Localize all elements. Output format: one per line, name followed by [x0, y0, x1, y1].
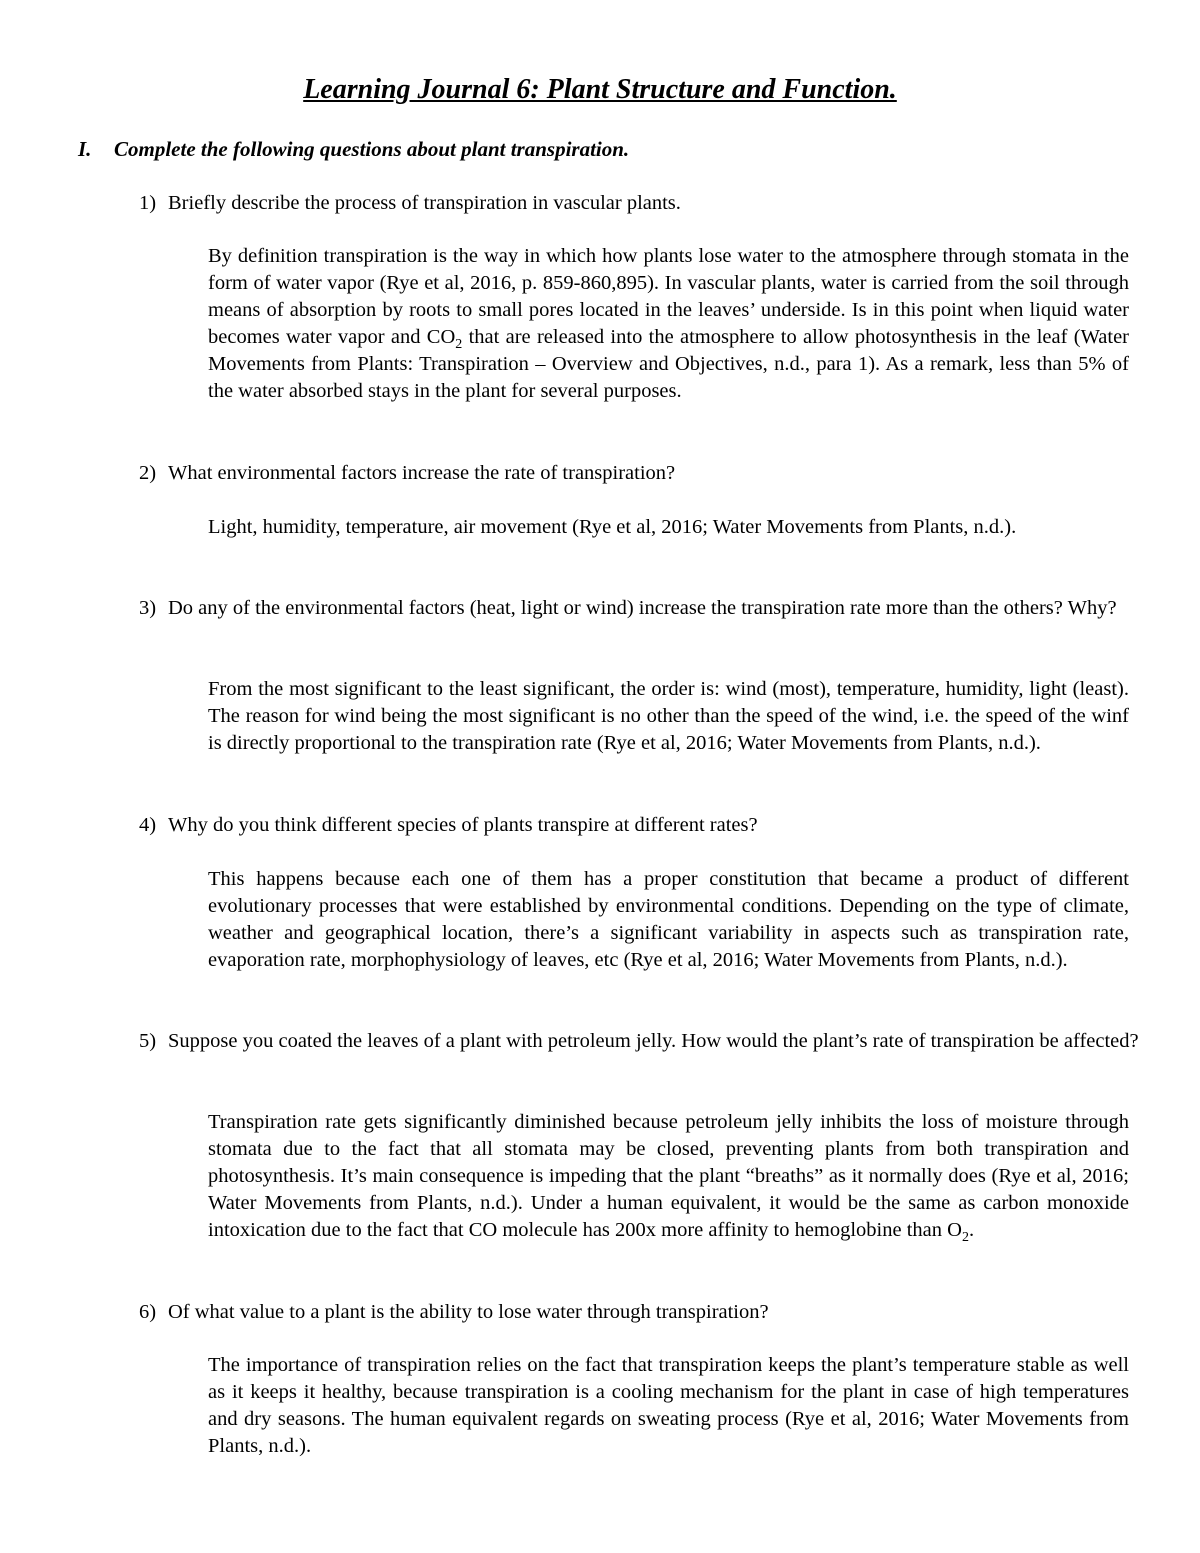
question-1	[139, 190, 1139, 217]
answer-5	[208, 1109, 1129, 1244]
subscript: 2	[961, 1230, 969, 1246]
question-number: 1)	[139, 192, 157, 214]
question-4	[139, 812, 1139, 839]
question-6	[139, 1299, 1139, 1326]
question-text: Do any of the environmental factors (heat, light or wind) increase the transpiration rate more than the others? Why?	[168, 597, 1117, 619]
question-text: Of what value to a plant is the ability to lose water through transpiration?	[168, 1301, 769, 1323]
answer-text-continued: .	[968, 1219, 975, 1241]
page-title: Learning Journal 6: Plant Structure and Function.	[303, 74, 897, 105]
question-text: Why do you think different species of plants transpire at different rates?	[168, 814, 758, 836]
question-3	[139, 595, 1139, 622]
question-number: 6)	[139, 1301, 157, 1323]
question-number: 4)	[139, 814, 157, 836]
answer-text: By definition transpiration is the way in which how plants lose water to the atmosphere through stomata in the form of water vapor (Rye et al, 2016, p. 859-860,895). In vascular plants, water is carried from the soil through means of absorption by roots to small pores located in the leaves’ underside. Is in this point when liquid water becomes water vapor and CO	[208, 245, 1129, 348]
question-text: Briefly describe the process of transpiration in vascular plants.	[168, 192, 681, 214]
question-text: Suppose you coated the leaves of a plant with petroleum jelly. How would the plant’s rate of transpiration be affected?	[168, 1030, 1139, 1052]
answer-1	[208, 243, 1129, 405]
section-number: I.	[78, 137, 92, 161]
section-heading-text: Complete the following questions about plant transpiration.	[114, 137, 630, 161]
question-text: What environmental factors increase the rate of transpiration?	[168, 462, 676, 484]
answer-text-continued: that are released into the atmosphere to allow photosynthesis in the leaf (Water Movements from Plants: Transpiration – Overview and Objectives, n.d., para 1). As a remark, less than 5% of the water absorbed stays in the plant for several purposes.	[208, 326, 1130, 402]
answer-2: Light, humidity, temperature, air movement (Rye et al, 2016; Water Movements from Plants, n.d.).	[208, 516, 1017, 538]
answer-3: From the most significant to the least significant, the order is: wind (most), temperature, humidity, light (least). The reason for wind being the most significant is no other than the speed of the wind, i.e. the speed of the winf is directly proportional to the transpiration rate (Rye et al, 2016; Water Movements from Plants, n.d.).	[208, 678, 1129, 754]
question-2	[139, 460, 1139, 487]
answer-6: The importance of transpiration relies on the fact that transpiration keeps the plant’s temperature stable as well as it keeps it healthy, because transpiration is a cooling mechanism for the plant in case of high temperatures and dry seasons. The human equivalent regards on sweating process (Rye et al, 2016; Water Movements from Plants, n.d.).	[208, 1354, 1129, 1457]
answer-4: This happens because each one of them has a proper constitution that became a product of different evolutionary processes that were established by environmental conditions. Depending on the type of climate, weather and geographical location, there’s a significant variability in aspects such as transpiration rate, evaporation rate, morphophysiology of leaves, etc (Rye et al, 2016; Water Movements from Plants, n.d.).	[208, 868, 1129, 971]
question-5	[139, 1028, 1139, 1055]
question-number: 2)	[139, 462, 157, 484]
subscript: 2	[455, 337, 463, 353]
section-heading	[78, 136, 629, 162]
question-number: 3)	[139, 597, 157, 619]
question-number: 5)	[139, 1030, 157, 1052]
answer-text: Transpiration rate gets significantly diminished because petroleum jelly inhibits the loss of moisture through stomata due to the fact that all stomata may be closed, preventing plants from both transpiration and photosynthesis. It’s main consequence is impeding that the plant “breaths” as it normally does (Rye et al, 2016; Water Movements from Plants, n.d.). Under a human equivalent, it would be the same as carbon monoxide intoxication due to the fact that CO molecule has 200x more affinity to hemoglobine than O	[208, 1111, 1129, 1241]
